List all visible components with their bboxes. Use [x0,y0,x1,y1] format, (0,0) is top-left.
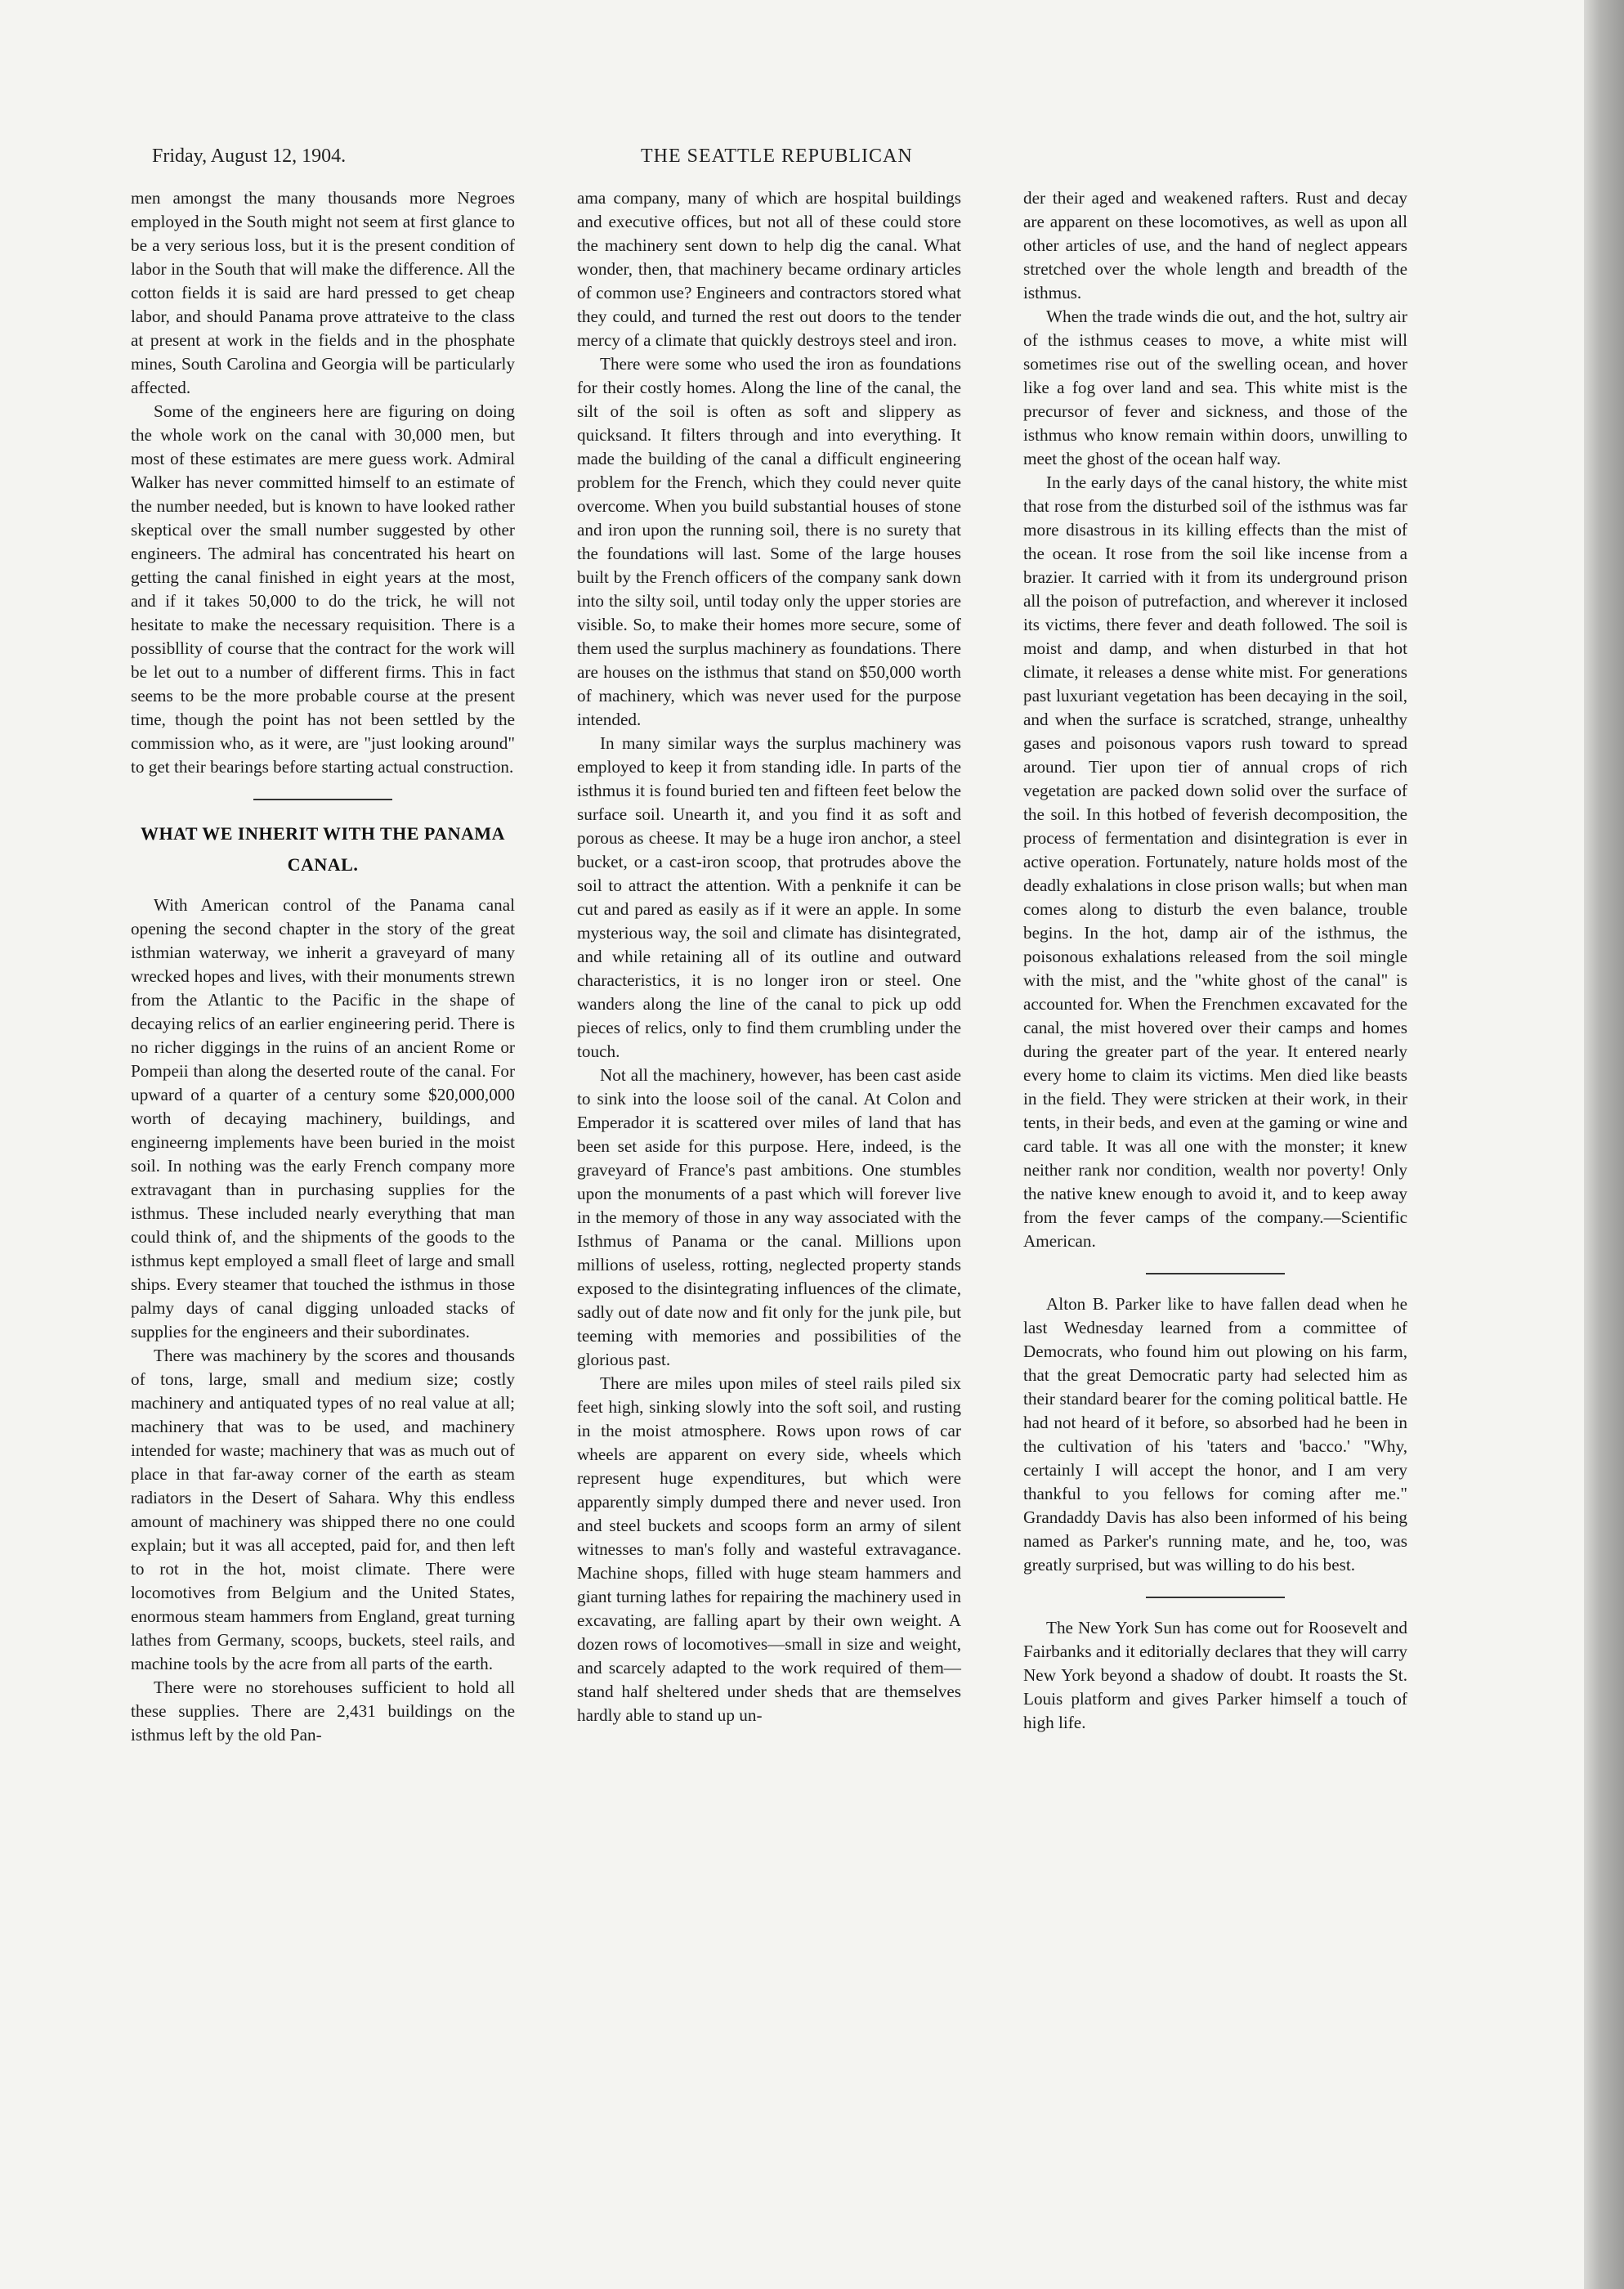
page-edge [1584,0,1624,2289]
paragraph: There are miles upon miles of steel rails piled six feet high, sinking slowly into the soft soil, and rusting in the moist atmosphere. Rows upon rows of car wheels are apparent on every side, wheels which represent huge expenditures, but which were apparently simply dumped there and never used. Iron and steel buckets and scoops form an army of silent witnesses to man's folly and wasteful extravagance. Machine shops, filled with huge steam hammers and giant turning lathes for repairing the machinery used in excavating, are falling apart by their own weight. A dozen rows of locomotives—small in size and weight, and scarcely adapted to the work required of them—stand half sheltered under sheds that are themselves hardly able to stand up un- [577,1373,961,1725]
page-header [0,146,1584,178]
paragraph: Not all the machinery, however, has been cast aside to sink into the loose soil of the canal. At Colon and Emperador it is scattered over miles of land that has been set aside for this purpose. Here, indeed, is the graveyard of France's past ambitions. One stumbles upon the monuments of a past which will forever live in the memory of those in any way associated with the Isthmus of Panama or the canal. Millions upon millions of useless, rotting, neglected property stands exposed to the disintegrating influences of the climate, sadly out of date now and fit only for the junk pile, but teeming with memories and possibilities of the glorious past. [577,1065,961,1369]
column-3 [1023,186,1407,1735]
paragraph: The New York Sun has come out for Roosevelt and Fairbanks and it editorially declares that they will carry New York beyond a shadow of doubt. It roasts the St. Louis platform and gives Parker himself a touch of high life. [1023,1618,1407,1732]
paragraph: There were no storehouses sufficient to hold all these supplies. There are 2,431 buildings on the isthmus left by the old Pan- [131,1678,515,1745]
paragraph: When the trade winds die out, and the hot, sultry air of the isthmus ceases to move, a white mist will sometimes rise out of the swelling ocean, and hover like a fog over land and sea. This white mist is the precursor of fever and sickness, and those of the isthmus who know remain within doors, unwilling to meet the ghost of the ocean half way. [1023,307,1407,468]
paragraph: Alton B. Parker like to have fallen dead when he last Wednesday learned from a committee of Democrats, who found him out plowing on his farm, that the great Democratic party had selected him as their standard bearer for the coming political battle. He had not heard of it before, so absorbed had he been in the cultivation of his 'taters and 'bacco.' "Why, certainly I will accept the honor, and I am very thankful to you fellows for coming after me." Grandaddy Davis has also been informed of his being named as Parker's running mate, and he, too, was greatly surprised, but was willing to do his best. [1023,1294,1407,1575]
paragraph: der their aged and weakened rafters. Rust and decay are apparent on these locomotives, as well as upon all other articles of use, and the hand of neglect appears stretched over the whole length and breadth of the isthmus. [1023,188,1407,302]
paragraph: There were some who used the iron as foundations for their costly homes. Along the line of the canal, the silt of the soil is often as soft and slippery as quicksand. It filters through and into everything. It made the building of the canal a difficult engineering problem for the French, which they could never quite overcome. When you build substantial houses of stone and iron upon the running soil, there is no surety that the foundations will last. Some of the large houses built by the French officers of the company sank down into the silty soil, until today only the upper stories are visible. So, to make their homes more secure, some of them used the surplus machinery as foundations. There are houses on the isthmus that stand on $50,000 worth of machinery, which was never used for the purpose intended. [577,354,961,729]
paragraph: ama company, many of which are hospital buildings and executive offices, but not all of these could store the machinery sent down to help dig the canal. What wonder, then, that machinery became ordinary articles of common use? Engineers and contractors stored what they could, and turned the rest out doors to the tender mercy of a climate that quickly destroys steel and iron. [577,188,961,350]
paragraph: In the early days of the canal history, the white mist that rose from the disturbed soil of the isthmus was far more disastrous in its killing effects than the mist of the ocean. It rose from the soil like incense from a brazier. It carried with it from its underground prison all the poison of putrefaction, and wherever it inclosed its victims, there fever and death followed. The soil is moist and damp, and when disturbed in that hot climate, it releases a dense white mist. For generations past luxuriant vegetation has been decaying in the soil, and when the surface is scratched, strange, unhealthy gases and poisonous vapors rush toward to spread around. Tier upon tier of annual crops of rich vegetation are packed down solid over the surface of the soil. In this hotbed of feverish decomposition, the process of fermentation and disintegration is ever in active operation. Fortunately, nature holds most of the deadly exhalations in close prison walls; but when man comes along to disturb the even balance, trouble begins. In the hot, damp air of the isthmus, the poisonous exhalations released from the soil mingle with the mist, and the "white ghost of the canal" is accounted for. When the Frenchmen excavated for the canal, the mist hovered over their camps and homes during the greater part of the year. It entered nearly every home to claim its victims. Men died like beasts in the field. They were stricken at their work, in their tents, in their beds, and even at the gaming or wine and card table. It was all one with the monster; it knew neither rank nor condition, wealth nor poverty! Only the native knew enough to avoid it, and to keep away from the fever camps of the company.—Scientific American. [1023,473,1407,1251]
paragraph: In many similar ways the surplus machinery was employed to keep it from standing idle. In parts of the isthmus it is found buried ten and fifteen feet below the surface soil. Unearth it, and you find it as soft and porous as cheese. It may be a huge iron anchor, a steel bucket, or a cast-iron scoop, that protrudes above the soil to attract the attention. With a penknife it can be cut and pared as easily as if it were an apple. In some mysterious way, the soil and climate has disintegrated, and while retaining all of its outline and outward characteristics, it is no longer iron or steel. One wanders along the line of the canal to pick up odd pieces of relics, only to find them crumbling under the touch. [577,733,961,1061]
paragraph: There was machinery by the scores and thousands of tons, large, small and medium size; costly machinery and antiquated types of no real value at all; machinery that was to be used, and machinery intended for waste; machinery that was as much out of place in that far-away corner of the earth as steam radiators in the Desert of Sahara. Why this endless amount of machinery was shipped there no one could explain; but it was all accepted, paid for, and then left to rot in the hot, moist climate. There were locomotives from Belgium and the United States, enormous steam hammers from England, great turning lathes from Germany, scoops, buckets, steel rails, and machine tools by the acre from all parts of the earth. [131,1346,515,1673]
column-2 [577,186,961,1727]
paragraph: men amongst the many thousands more Negroes employed in the South might not seem at first glance to be a very serious loss, but it is the present condition of labor in the South that will make the difference. All the cotton fields it is said are hard pressed to get cheap labor, and should Panama prove attrateive to the class at present at work in the fields and in the phosphate mines, South Carolina and Georgia will be particularly affected. [131,188,515,397]
paragraph: With American control of the Panama canal opening the second chapter in the story of the great isthmian waterway, we inherit a graveyard of many wrecked hopes and lives, with their monuments strewn from the Atlantic to the Pacific in the shape of decaying relics of an earlier engineering perid. There is no richer diggings in the ruins of an ancient Rome or Pompeii than along the deserted route of the canal. For upward of a quarter of a century some $20,000,000 worth of decaying machinery, buildings, and engineerng implements have been buried in the moist soil. In nothing was the early French company more extravagant than in purchasing supplies for the isthmus. These included nearly everything that man could think of, and the shipments of the goods to the isthmus kept employed a small fleet of large and small ships. Every steamer that touched the isthmus in those palmy days of canal digging unloaded stacks of supplies for the engineers and their subordinates. [131,895,515,1342]
section-divider [1146,1273,1285,1274]
section-divider [1146,1597,1285,1598]
paragraph: Some of the engineers here are figuring on doing the whole work on the canal with 30,000 men, but most of these estimates are mere guess work. Admiral Walker has never committed himself to an estimate of the number needed, but is known to have looked rather skeptical over the small number suggested by other engineers. The admiral has concentrated his heart on getting the canal finished in eight years at the most, and if it takes 50,000 to do the trick, he will not hesitate to make the necessary requisition. There is a possibllity of course that the contract for the work will be let out to a number of different firms. This in fact seems to be the more probable course at the present time, though the point has not been settled by the commission who, as it were, are "just looking around" to get their bearings before starting actual construction. [131,401,515,777]
article-headline: WHAT WE INHERIT WITH THE PANAMA CANAL. [140,823,505,875]
column-1 [131,186,515,1747]
issue-date: Friday, August 12, 1904. [152,146,347,167]
masthead: THE SEATTLE REPUBLICAN [641,146,913,167]
section-divider [253,799,392,800]
